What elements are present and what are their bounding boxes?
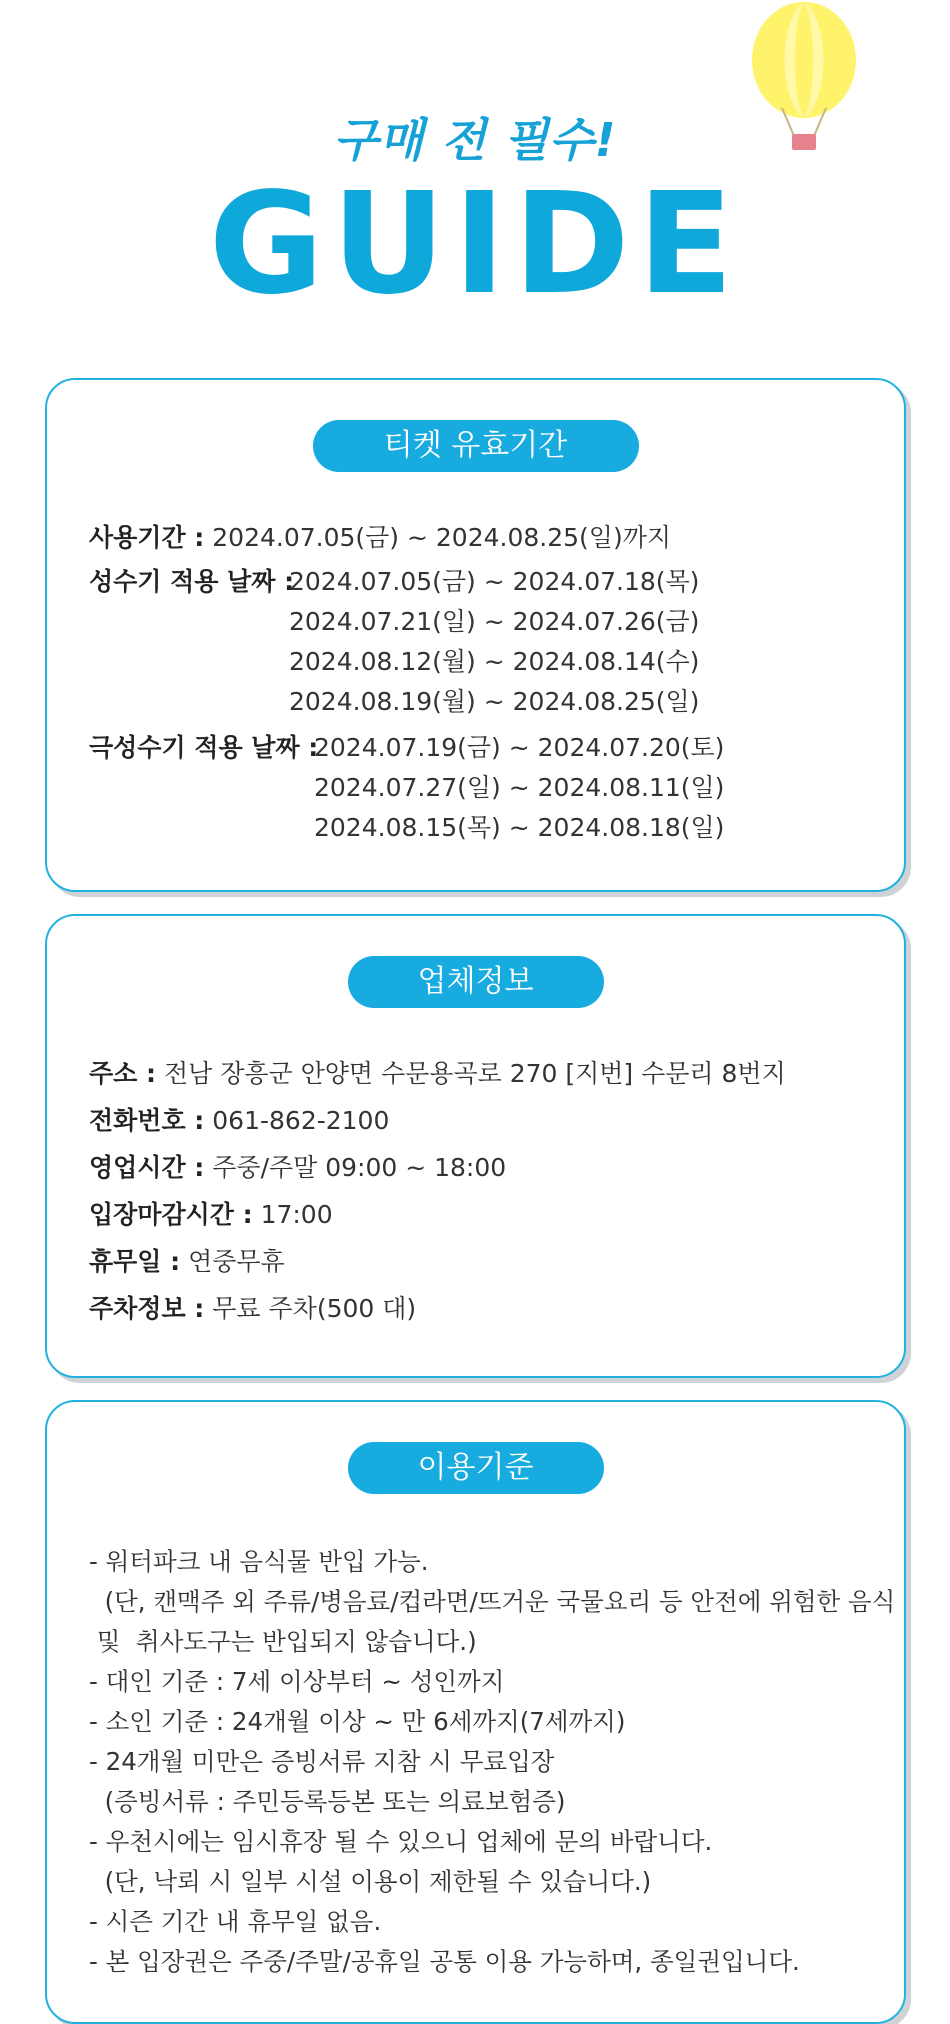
super-peak-season-row — [89, 728, 318, 768]
usage-period-row — [89, 518, 671, 558]
company-info-heading: 업체정보 — [348, 956, 604, 1008]
rule-line: (단, 캔맥주 외 주류/병음료/컵라면/뜨거운 국물요리 등 안전에 위험한 음식 — [89, 1587, 896, 1616]
company-info-row — [89, 1289, 416, 1329]
company-info-row — [89, 1101, 389, 1141]
hero-subtitle: 구매 전 필수! — [333, 113, 617, 167]
peak-date: 2024.08.19(월) ~ 2024.08.25(일) — [289, 687, 700, 716]
ticket-validity-card — [45, 378, 906, 892]
super-peak-date: 2024.07.19(금) ~ 2024.07.20(토) — [314, 733, 725, 762]
address-label: 주소 : — [89, 1059, 157, 1088]
rule-line: - 워터파크 내 음식물 반입 가능. — [89, 1547, 429, 1576]
closed-day-value: 연중무휴 — [188, 1247, 285, 1276]
super-peak-date: 2024.07.27(일) ~ 2024.08.11(일) — [314, 773, 725, 802]
ticket-validity-heading: 티켓 유효기간 — [313, 420, 639, 472]
peak-date: 2024.08.12(월) ~ 2024.08.14(수) — [289, 647, 700, 676]
company-info-row — [89, 1054, 786, 1094]
usage-period-label: 사용기간 : — [89, 523, 205, 552]
company-info-row — [89, 1242, 285, 1282]
parking-value: 무료 주차(500 대) — [212, 1294, 417, 1323]
rule-line: - 본 입장권은 주중/주말/공휴일 공통 이용 가능하며, 종일권입니다. — [89, 1947, 800, 1976]
last-entry-value: 17:00 — [260, 1200, 333, 1229]
rule-line: - 24개월 미만은 증빙서류 지참 시 무료입장 — [89, 1747, 555, 1776]
peak-date: 2024.07.05(금) ~ 2024.07.18(목) — [289, 567, 700, 596]
rule-line: - 대인 기준 : 7세 이상부터 ~ 성인까지 — [89, 1667, 505, 1696]
rule-line: 및 취사도구는 반입되지 않습니다.) — [89, 1627, 477, 1656]
rule-line: (단, 낙뢰 시 일부 시설 이용이 제한될 수 있습니다.) — [89, 1867, 652, 1896]
address-value: 전남 장흥군 안양면 수문용곡로 270 [지번] 수문리 8번지 — [163, 1059, 786, 1088]
hero-title: GUIDE — [208, 163, 742, 326]
usage-rules-heading: 이용기준 — [348, 1442, 604, 1494]
company-info-row — [89, 1195, 333, 1235]
closed-day-label: 휴무일 : — [89, 1247, 181, 1276]
rule-line: - 우천시에는 임시휴장 될 수 있으니 업체에 문의 바랍니다. — [89, 1827, 713, 1856]
peak-date: 2024.07.21(일) ~ 2024.07.26(금) — [289, 607, 700, 636]
peak-season-row — [89, 562, 294, 602]
usage-period-value: 2024.07.05(금) ~ 2024.08.25(일)까지 — [212, 523, 671, 552]
super-peak-season-label: 극성수기 적용 날짜 : — [89, 733, 319, 762]
business-hours-label: 영업시간 : — [89, 1153, 205, 1182]
business-hours-value: 주중/주말 09:00 ~ 18:00 — [212, 1153, 507, 1182]
parking-label: 주차정보 : — [89, 1294, 205, 1323]
super-peak-date: 2024.08.15(목) ~ 2024.08.18(일) — [314, 813, 725, 842]
peak-season-label: 성수기 적용 날짜 : — [89, 567, 295, 596]
rule-line: (증빙서류 : 주민등록등본 또는 의료보험증) — [89, 1787, 566, 1816]
phone-value: 061-862-2100 — [212, 1106, 390, 1135]
rule-line: - 소인 기준 : 24개월 이상 ~ 만 6세까지(7세까지) — [89, 1707, 626, 1736]
company-info-row — [89, 1148, 506, 1188]
last-entry-label: 입장마감시간 : — [89, 1200, 253, 1229]
usage-rules-card — [45, 1400, 906, 2024]
rule-line: - 시즌 기간 내 휴무일 없음. — [89, 1907, 382, 1936]
phone-label: 전화번호 : — [89, 1106, 205, 1135]
company-info-card — [45, 914, 906, 1378]
